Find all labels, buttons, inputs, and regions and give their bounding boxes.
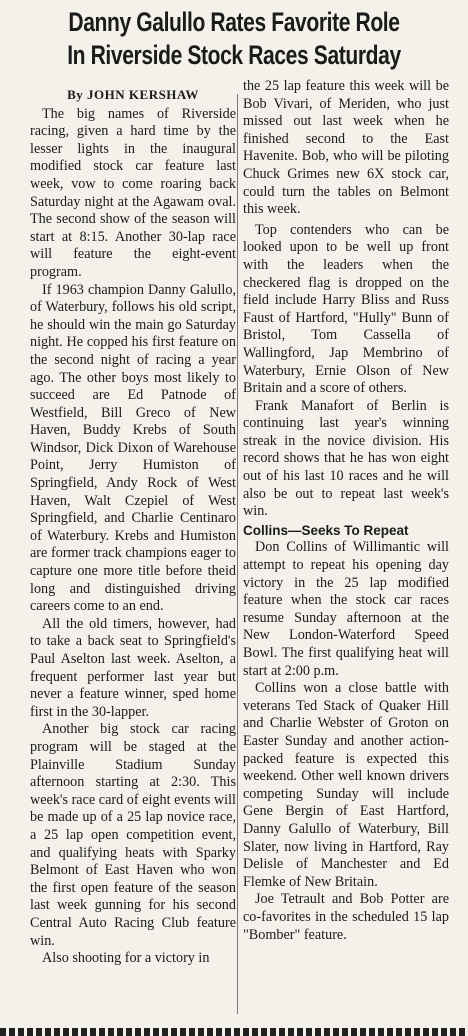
paragraph: Joe Tetrault and Bob Potter are co-favorites in the scheduled 15 lap "Bomber" feature. [243,891,449,943]
headline-line-2: In Riverside Stock Races Saturday [67,40,401,70]
paragraph: Frank Manafort of Berlin is continuing last year's winning streak in the novice division. His record shows that he has won eight out of his last 10 races and he will also be out to repeat last week's win. [243,397,449,520]
paragraph: Collins won a close battle with veterans Ted Stack of Quaker Hill and Charlie Webster of Groton on Easter Sunday and another action-packed feature is expected this weekend. Other well known drivers competing Sunday will include Gene Bergin of East Hartford, Danny Galullo of Waterbury, Bill Slater, now living in Hartford, Ray Delisle of Manchester and Ed Flemke of New Britain. [243,680,449,890]
subheading: Collins—Seeks To Repeat [243,522,409,538]
cut-off-next-line [0,1028,468,1036]
headline [5,4,464,72]
headline-line-1: Danny Galullo Rates Favorite Role [68,7,400,37]
paragraph: Top contenders who can be looked upon to be well up front with the leaders when the checkered flag is dropped on the field include Harry Bliss and Russ Faust of Hartford, "Hully" Bunn of Bristol, Tom Cassella of Wallingford, Jap Membrino of Waterbury, Ernie Olson of New Britain and a score of others. [243,221,449,397]
byline: By JOHN KERSHAW [67,87,199,102]
left-column [30,86,236,968]
paragraph: All the old timers, however, had to take a back seat to Springfield's Paul Aselton last week. Aselton, a frequent performer last year but never a feature winner, sped home first in the 30-lapper. [30,615,236,720]
paragraph: If 1963 champion Danny Galullo, of Waterbury, follows his old script, he should win the main go Saturday night. He copped his first feature on the second night of racing a year ago. The other boys most likely to succeed are Ed Patnode of Westfield, Bill Greco of New Haven, Buddy Krebs of South Windsor, Dick Dixon of Warehouse Point, Jerry Humiston of Springfield, Andy Rock of West Haven, Walt Czepiel of West Springfield, and Charlie Centinaro of Waterbury. Krebs and Humiston are former track champions eager to capture one more title before theid long and distinguished driving careers come to an end. [30,281,236,615]
paragraph: Another big stock car racing program will be staged at the Plainville Stadium Sunday afternoon starting at 2:30. This week's race card of eight events will be made up of a 25 lap novice race, a 25 lap open competition event, and qualifying heats with Sparky Belmont of East Haven who won the first open feature of the season last week gunning for his second Central Auto Racing Club feature win. [30,721,236,949]
article-body [0,78,468,1014]
paragraph: Also shooting for a victory in [42,950,210,967]
right-column [243,78,449,944]
paragraph: Don Collins of Willimantic will attempt to repeat his opening day victory in the 25 lap modified feature when the stock car races resume Sunday afternoon at the New London-Waterford Speed Bowl. The first qualifying heat will start at 2:00 p.m. [243,539,449,679]
paragraph-continued: the 25 lap feature this week will be Bob Vivari, of Meriden, who just missed out last week when he finished second to the East Havenite. Bob, who will be piloting Chuck Grimes new 6X stock car, could turn the tables on Belmont this week. [243,78,449,218]
paragraph: The big names of Riverside racing, given a hard time by the lesser lights in the inaugural modified stock car feature last week, vow to come roaring back Saturday night at the Agawam oval. The second show of the season will start at 8:15. Another 30-lap race will feature the eight-event program. [30,105,236,280]
